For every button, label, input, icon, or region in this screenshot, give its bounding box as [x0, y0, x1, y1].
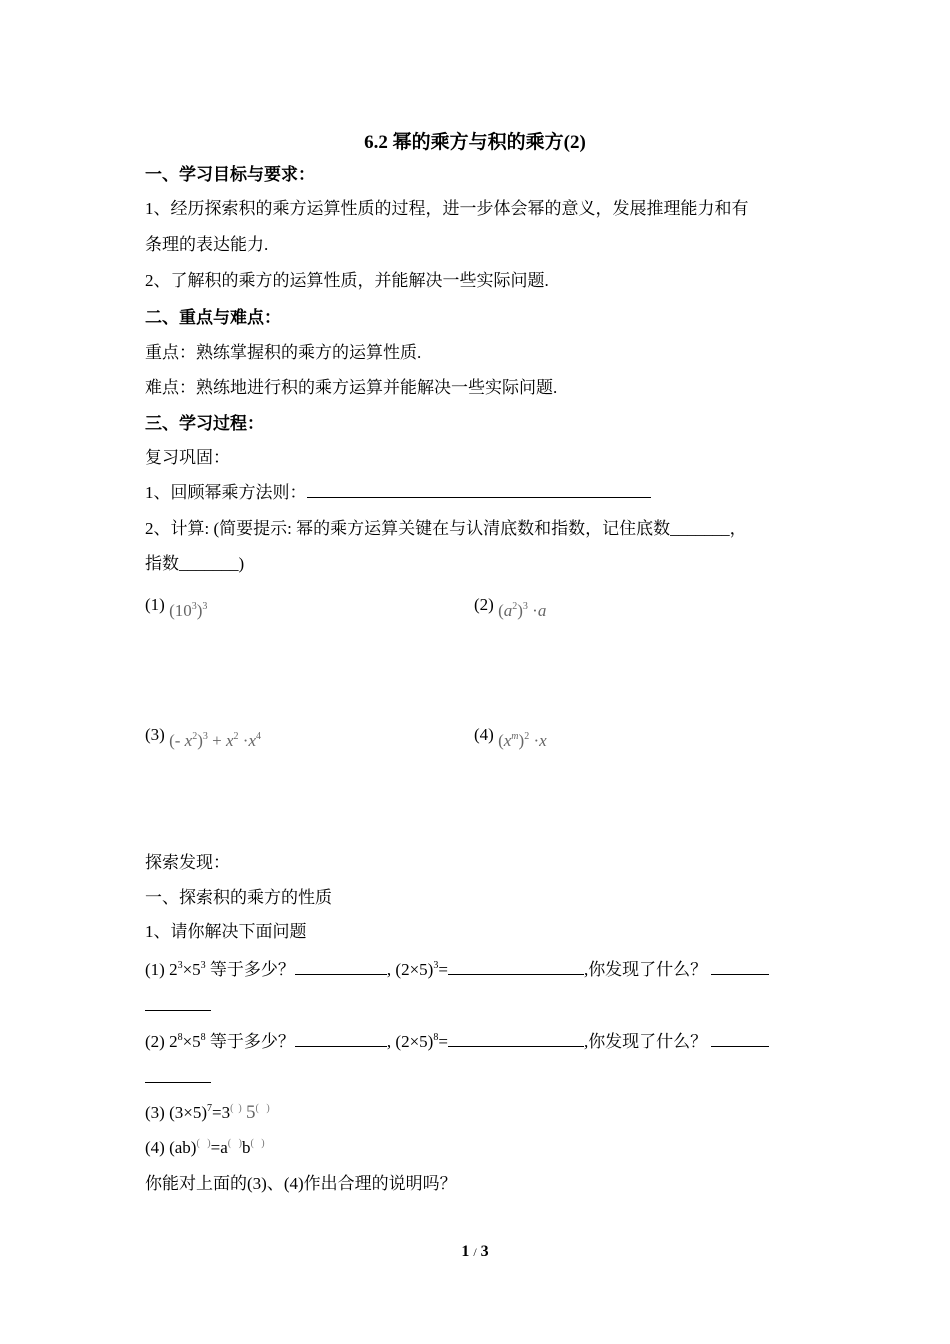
question-4-text: (4) (ab) [145, 1138, 197, 1157]
goal-1-line-1: 1、经历探索积的乘方运算性质的过程，进一步体会幂的意义，发展推理能力和有 [145, 199, 749, 218]
exercise-1-formula: $(10^3)^3$ [169, 601, 208, 620]
question-1-continuation [145, 994, 211, 1017]
exercise-2-label: (2) [474, 595, 494, 614]
exercise-1-label: (1) [145, 595, 165, 614]
review-1-text: 1、回顾幂乘方法则： [145, 483, 307, 502]
question-2-label: (2) [145, 1032, 170, 1051]
goal-1-line-2: 条理的表达能力. [145, 235, 269, 254]
exercise-3-label: (3) [145, 725, 165, 744]
answer-blank[interactable] [307, 481, 651, 498]
goal-2: 2、了解积的乘方的运算性质，并能解决一些实际问题. [145, 271, 549, 290]
answer-blank[interactable] [145, 994, 211, 1011]
exercise-4-label: (4) [474, 725, 494, 744]
explore-subheading: 一、探索积的乘方的性质 [145, 888, 332, 907]
explore-question: 1、请你解决下面问题 [145, 922, 307, 941]
question-1: (1) $2^3\times 5^3$ 等于多少？ , $(2\times 5)^3=$ ,你发现了什么？ [145, 958, 769, 981]
review-2-line-1: 2、计算: (简要提示: 幂的乘方运算关键在与认清底数和指数，记住底数_______， [145, 519, 747, 538]
answer-blank[interactable] [711, 1030, 769, 1047]
answer-blank[interactable] [448, 1030, 584, 1047]
page-current: 1 [461, 1243, 470, 1260]
question-1-label: (1) [145, 960, 170, 979]
section-heading-process: 三、学习过程： [145, 414, 264, 433]
page-separator: / [473, 1245, 477, 1259]
review-1 [145, 481, 651, 504]
answer-blank[interactable] [448, 958, 584, 975]
exercise-4 [474, 724, 547, 750]
question-1-prompt: 等于多少？ [209, 960, 295, 979]
difficulty: 难点：熟练地进行积的乘方运算并能解决一些实际问题. [145, 378, 558, 397]
exercise-2-formula: $(a^2)^3 \cdot a$ [498, 601, 547, 620]
exercise-4-formula: $(x^m)^2 \cdot x$ [498, 731, 547, 750]
review-heading: 复习巩固： [145, 448, 230, 467]
exercise-1 [145, 594, 208, 620]
question-2-prompt: 等于多少？ [209, 1032, 295, 1051]
page-total: 3 [480, 1243, 489, 1260]
answer-blank[interactable] [711, 958, 769, 975]
answer-blank[interactable] [145, 1066, 211, 1083]
answer-blank[interactable] [295, 958, 387, 975]
review-2-line-2: 指数_______) [145, 554, 245, 573]
page-number [0, 1243, 950, 1261]
question-2: (2) $2^8\times 5^8$ 等于多少？ , $(2\times 5)^8=$ ,你发现了什么？ [145, 1030, 769, 1053]
page-title: 6.2 幂的乘方与积的乘方(2) [364, 132, 586, 153]
exercise-2 [474, 594, 547, 620]
question-3-text: (3) (3×5) [145, 1103, 207, 1122]
question-1-tail: ,你发现了什么？ [583, 960, 708, 979]
question-3: (3) $(3\times 5)^7=3^{( )}$ 5( ) [145, 1102, 270, 1123]
question-4: (4) (ab)( )=a( )b( ) [145, 1138, 265, 1157]
key-point: 重点：熟练掌握积的乘方的运算性质. [145, 343, 422, 362]
section-heading-goals: 一、学习目标与要求： [145, 165, 315, 184]
section-heading-key-points: 二、重点与难点： [145, 308, 281, 327]
question-2-continuation [145, 1066, 211, 1089]
exercise-3-formula: (- $x^2)^3 + x^2 \cdot x^4$ [169, 731, 261, 750]
exercise-3 [145, 724, 261, 750]
question-2-tail: ,你发现了什么？ [583, 1032, 708, 1051]
answer-blank[interactable] [295, 1030, 387, 1047]
closing-question: 你能对上面的(3)、(4)作出合理的说明吗？ [145, 1174, 457, 1193]
explore-heading: 探索发现： [145, 853, 230, 872]
